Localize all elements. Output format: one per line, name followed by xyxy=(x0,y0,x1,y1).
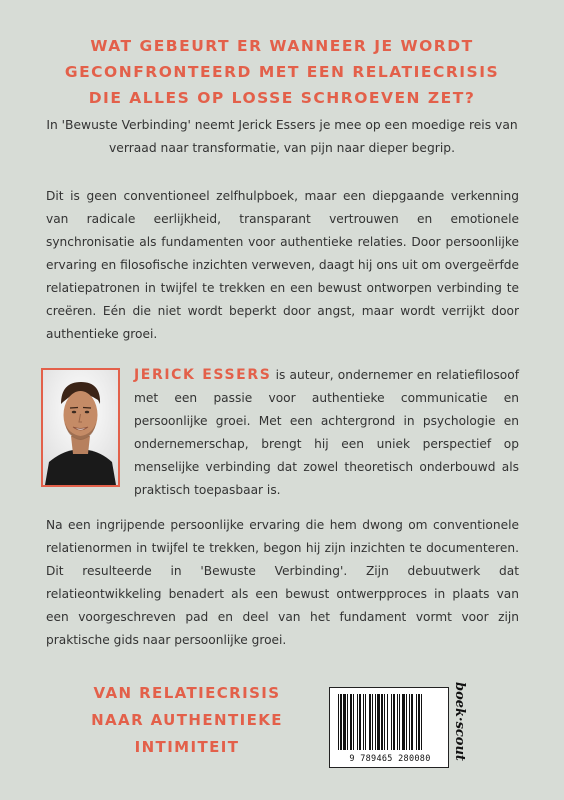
author-section xyxy=(41,368,519,498)
publisher-name: boek·scout xyxy=(452,682,467,761)
intro-line: In 'Bewuste Verbinding' neemt Jerick Essers je mee op een moedige reis van xyxy=(46,118,518,132)
barcode-bars xyxy=(330,690,448,752)
author-photo xyxy=(41,368,120,487)
author-bio-text: is auteur, ondernemer en relatiefilosoof met een passie voor authentieke communicatie en persoonlijke groei. Met een achtergrond in psychologie en ondernemerschap, brengt hij een uniek perspectief op menselijke verbinding dat zowel theoretisch onderbouwd als praktisch toepasbaar is. xyxy=(134,368,519,497)
isbn-barcode xyxy=(329,687,449,768)
headline-line: DIE ALLES OP LOSSE SCHROEVEN ZET? xyxy=(88,89,476,107)
description-paragraph: Dit is geen conventioneel zelfhulpboek, maar een diepgaande verkenning van radicale eerlijkheid, transparant vertrouwen en emotionele synchronisatie als fundamenten voor authentieke relaties. Door persoonlijke ervaring en filosofische inzichten verweven, daagt hij ons uit om overgeërfde relatiepatronen in twijfel te trekken en een bewust ontworpen verbinding te creëren. Eén die niet wordt beperkt door angst, maar wordt verrijkt door authentieke groei. xyxy=(46,189,519,341)
intro-text xyxy=(40,114,524,160)
background-paragraph: Na een ingrijpende persoonlijke ervaring die hem dwong om conventionele relatienormen in twijfel te trekken, begon hij zijn inzichten te documenteren. Dit resulteerde in 'Bewuste Verbinding'. Zijn debuutwerk dat relatieontwikkeling benadert als een bewust ontwerpproces in plaats van een voorgeschreven pad en deel van het fundament vormt voor zijn praktische gids naar persoonlijke groei. xyxy=(46,518,519,647)
intro-line: verraad naar transformatie, van pijn naar dieper begrip. xyxy=(109,141,455,155)
isbn-number: 9 789465 280080 xyxy=(349,754,431,764)
headline-line: GECONFRONTEERD MET EEN RELATIECRISIS xyxy=(64,63,500,81)
tagline xyxy=(62,680,312,761)
tagline-line: INTIMITEIT xyxy=(134,738,240,756)
back-cover-headline xyxy=(0,33,564,111)
author-name: JERICK ESSERS xyxy=(134,367,272,383)
tagline-line: NAAR AUTHENTIEKE xyxy=(91,711,283,729)
publisher-logo xyxy=(447,680,474,770)
tagline-line: VAN RELATIECRISIS xyxy=(93,684,281,702)
author-bio xyxy=(134,364,519,502)
headline-line: WAT GEBEURT ER WANNEER JE WORDT xyxy=(90,37,474,55)
